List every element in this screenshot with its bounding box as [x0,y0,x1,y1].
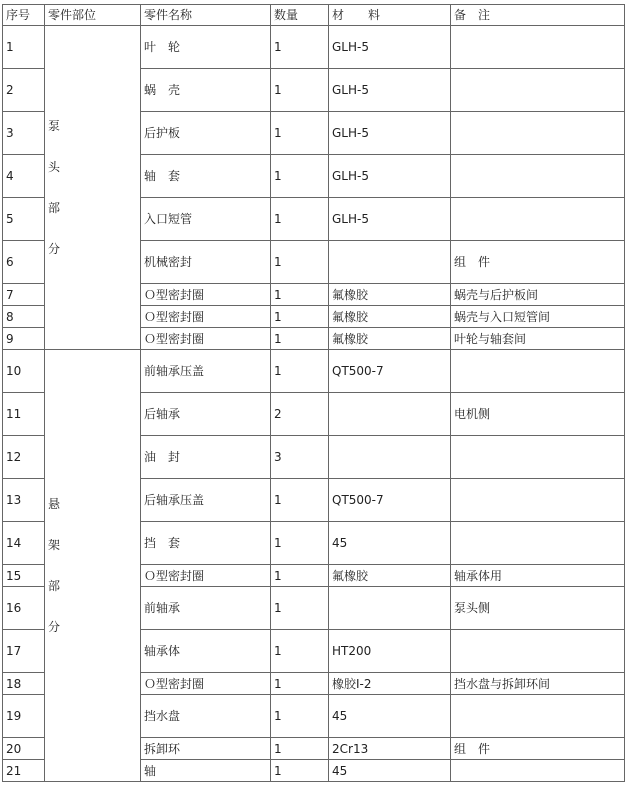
cell-no: 16 [3,587,45,630]
group-char: 分 [48,620,61,634]
cell-no: 3 [3,112,45,155]
cell-qty: 1 [271,155,329,198]
cell-remark [451,69,625,112]
cell-material [329,436,451,479]
cell-remark: 组 件 [451,738,625,760]
group-char: 泵 [48,119,61,133]
group-char: 架 [48,538,61,552]
header-row [3,5,625,26]
cell-remark: 电机侧 [451,393,625,436]
cell-no: 8 [3,306,45,328]
cell-material: 45 [329,695,451,738]
cell-material: GLH-5 [329,26,451,69]
cell-no: 6 [3,241,45,284]
cell-qty: 1 [271,350,329,393]
group-char: 悬 [48,497,61,511]
cell-name: 轴 套 [141,155,271,198]
cell-name: 机械密封 [141,241,271,284]
cell-no: 11 [3,393,45,436]
header-remark: 备 注 [451,5,625,26]
cell-qty: 1 [271,565,329,587]
cell-name: Ｏ型密封圈 [141,673,271,695]
cell-no: 1 [3,26,45,69]
header-no: 序号 [3,5,45,26]
cell-no: 18 [3,673,45,695]
cell-remark: 蜗壳与后护板间 [451,284,625,306]
cell-remark [451,198,625,241]
parts-table [2,4,625,782]
cell-no: 2 [3,69,45,112]
cell-remark [451,522,625,565]
cell-material: QT500-7 [329,479,451,522]
cell-material: GLH-5 [329,112,451,155]
cell-name: 蜗 壳 [141,69,271,112]
header-material: 材 料 [329,5,451,26]
cell-no: 7 [3,284,45,306]
cell-material: 氟橡胶 [329,284,451,306]
cell-remark: 叶轮与轴套间 [451,328,625,350]
cell-no: 5 [3,198,45,241]
cell-qty: 1 [271,306,329,328]
cell-name: 后护板 [141,112,271,155]
cell-no: 19 [3,695,45,738]
table-row [3,350,625,393]
cell-material: 45 [329,760,451,782]
cell-qty: 1 [271,328,329,350]
cell-name: Ｏ型密封圈 [141,328,271,350]
cell-material: GLH-5 [329,69,451,112]
cell-material: 氟橡胶 [329,328,451,350]
cell-material: 橡胶I-2 [329,673,451,695]
cell-no: 9 [3,328,45,350]
cell-name: 拆卸环 [141,738,271,760]
cell-name: 轴承体 [141,630,271,673]
table-row [3,26,625,69]
cell-no: 20 [3,738,45,760]
cell-no: 17 [3,630,45,673]
cell-qty: 1 [271,198,329,241]
cell-name: 前轴承压盖 [141,350,271,393]
cell-no: 13 [3,479,45,522]
cell-no: 15 [3,565,45,587]
cell-material: 45 [329,522,451,565]
cell-qty: 1 [271,241,329,284]
cell-qty: 3 [271,436,329,479]
header-group: 零件部位 [45,5,141,26]
cell-material: GLH-5 [329,198,451,241]
cell-remark [451,695,625,738]
cell-remark: 泵头侧 [451,587,625,630]
cell-qty: 1 [271,673,329,695]
cell-material: QT500-7 [329,350,451,393]
cell-qty: 1 [271,738,329,760]
cell-name: Ｏ型密封圈 [141,565,271,587]
cell-no: 10 [3,350,45,393]
cell-material: GLH-5 [329,155,451,198]
cell-remark [451,155,625,198]
header-qty: 数量 [271,5,329,26]
cell-remark: 蜗壳与入口短管间 [451,306,625,328]
cell-remark: 组 件 [451,241,625,284]
cell-qty: 1 [271,69,329,112]
cell-qty: 1 [271,760,329,782]
cell-qty: 2 [271,393,329,436]
cell-remark [451,112,625,155]
cell-qty: 1 [271,522,329,565]
cell-name: Ｏ型密封圈 [141,284,271,306]
cell-no: 12 [3,436,45,479]
cell-qty: 1 [271,587,329,630]
cell-qty: 1 [271,112,329,155]
cell-name: 前轴承 [141,587,271,630]
cell-qty: 1 [271,479,329,522]
group-char: 头 [48,160,61,174]
cell-name: Ｏ型密封圈 [141,306,271,328]
cell-qty: 1 [271,284,329,306]
cell-remark [451,436,625,479]
cell-remark: 轴承体用 [451,565,625,587]
cell-material [329,393,451,436]
header-name: 零件名称 [141,5,271,26]
cell-no: 21 [3,760,45,782]
cell-name: 油 封 [141,436,271,479]
cell-remark [451,479,625,522]
cell-material: 氟橡胶 [329,565,451,587]
group-char: 部 [48,201,61,215]
cell-qty: 1 [271,630,329,673]
cell-material: 氟橡胶 [329,306,451,328]
cell-name: 挡水盘 [141,695,271,738]
cell-material [329,241,451,284]
cell-remark [451,350,625,393]
group-char: 分 [48,242,61,256]
cell-name: 入口短管 [141,198,271,241]
cell-qty: 1 [271,695,329,738]
cell-material: 2Cr13 [329,738,451,760]
group-char: 部 [48,579,61,593]
table-body [3,26,625,782]
cell-group [45,26,141,350]
cell-name: 后轴承 [141,393,271,436]
cell-no: 14 [3,522,45,565]
cell-remark [451,26,625,69]
cell-qty: 1 [271,26,329,69]
cell-no: 4 [3,155,45,198]
cell-name: 挡 套 [141,522,271,565]
cell-material [329,587,451,630]
cell-name: 轴 [141,760,271,782]
cell-group [45,350,141,782]
cell-material: HT200 [329,630,451,673]
cell-remark: 挡水盘与拆卸环间 [451,673,625,695]
cell-name: 后轴承压盖 [141,479,271,522]
cell-remark [451,630,625,673]
cell-remark [451,760,625,782]
cell-name: 叶 轮 [141,26,271,69]
